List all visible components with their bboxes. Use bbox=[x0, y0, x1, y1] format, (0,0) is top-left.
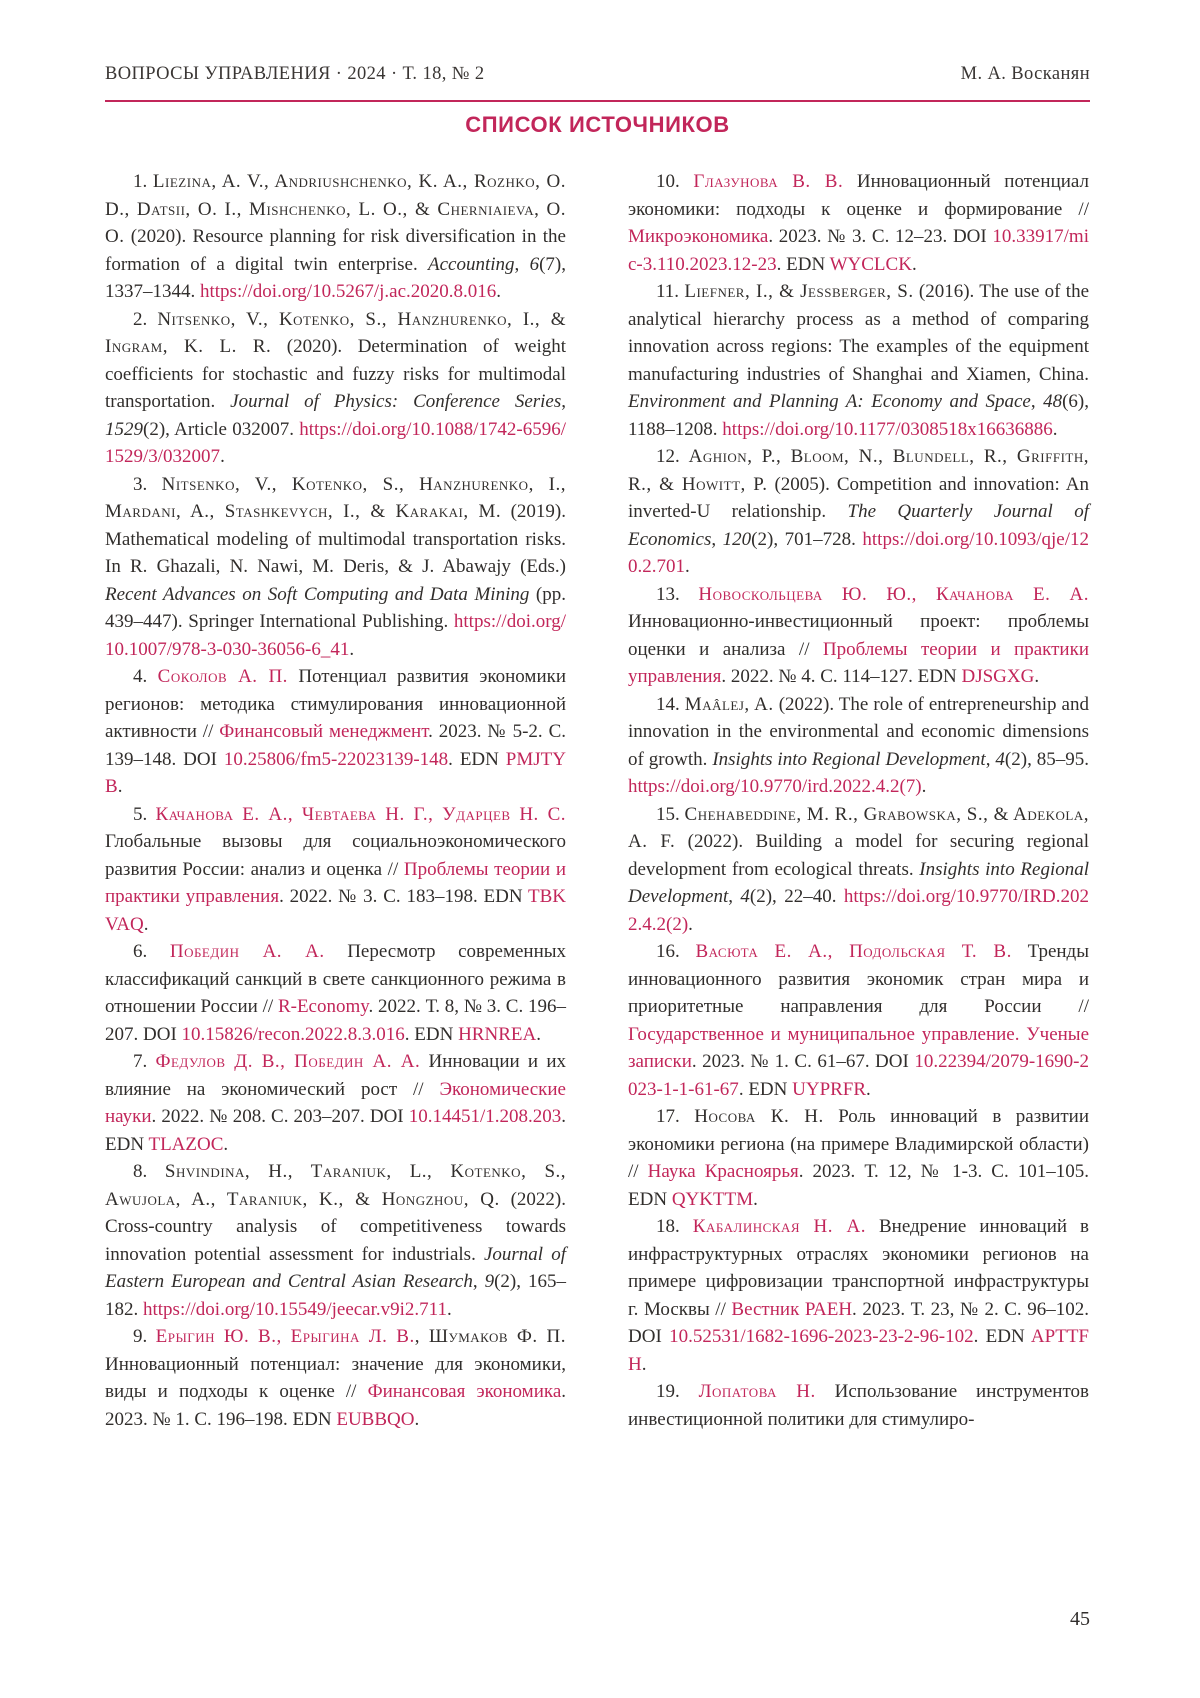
reference-link[interactable]: 10.14451/1.208.203 bbox=[408, 1106, 562, 1127]
reference-link[interactable]: EUBBQO bbox=[336, 1408, 415, 1430]
reference-link[interactable]: https://doi.org/10.1007/978-3-030-36056-6_41 bbox=[105, 611, 566, 660]
reference-link[interactable]: QYKTTM bbox=[671, 1188, 754, 1210]
reference-item bbox=[628, 168, 1089, 278]
journal-title: Recent Advances on Soft Computing and Data Mining bbox=[105, 583, 530, 605]
author-names: Лопатова Н. bbox=[698, 1381, 816, 1402]
reference-item bbox=[105, 168, 566, 306]
reference-item bbox=[628, 691, 1089, 801]
reference-text: . bbox=[688, 913, 693, 935]
reference-item bbox=[105, 1323, 566, 1433]
author-names: Носова К. Н. bbox=[694, 1106, 824, 1127]
author-names: Кабалинская Н. А. bbox=[692, 1216, 866, 1237]
reference-link[interactable]: HRNREA bbox=[458, 1023, 537, 1045]
reference-text: . 2022. № 3. С. 183–198. EDN bbox=[279, 886, 529, 907]
reference-link[interactable]: https://doi.org/10.5267/j.ac.2020.8.016 bbox=[200, 281, 497, 302]
author-names: Liefner, I., & Jessberger, S. bbox=[684, 281, 914, 302]
reference-number: 7. bbox=[133, 1051, 156, 1072]
header-rule bbox=[105, 100, 1090, 102]
author-names: Глазунова В. В. bbox=[693, 171, 844, 192]
journal-title: Journal of Physics: Conference Series bbox=[230, 391, 562, 412]
page-number: 45 bbox=[1070, 1608, 1090, 1630]
reference-link[interactable]: https://doi.org/10.15549/jeecar.v9i2.711 bbox=[143, 1298, 447, 1320]
journal-name: Наука Красноярья bbox=[647, 1161, 799, 1182]
journal-name: Микроэкономика bbox=[628, 226, 769, 247]
reference-link[interactable]: WYCLCK bbox=[829, 253, 912, 275]
reference-text: Внедрение инноваций в инфраструктурных отраслях экономики регионов на примере цифровизации транспортной инфраструктуры г. Москвы // bbox=[628, 1216, 1090, 1320]
reference-item bbox=[105, 306, 566, 471]
reference-text: . EDN bbox=[973, 1326, 1031, 1347]
reference-text: . bbox=[753, 1188, 758, 1210]
author-names: Новоскольцева Ю. Ю., Качанова Е. А. bbox=[698, 583, 1089, 605]
author-names: Соколов А. П. bbox=[157, 666, 288, 687]
reference-item bbox=[105, 1158, 566, 1323]
reference-text: . bbox=[911, 253, 917, 275]
author-names: Shvindina, H., Taraniuk, L., Kotenko, S., Awujola, A., Taraniuk, K., & Hongzhou, Q. bbox=[105, 1161, 567, 1210]
reference-link[interactable]: APTTFH bbox=[628, 1326, 1089, 1375]
reference-number: 1. bbox=[133, 171, 153, 192]
journal-name: Финансовая экономика bbox=[367, 1381, 562, 1402]
reference-item bbox=[628, 938, 1089, 1103]
journal-title: 120 bbox=[722, 528, 752, 550]
page-header bbox=[105, 64, 1090, 85]
reference-text: (2019). Mathematical modeling of multimodal transportation risks. In R. Ghazali, N. Nawi, M. Deris, & J. Abawajy (Eds.) bbox=[105, 501, 566, 577]
author-names: Chehabeddine, M. R., Grabowska, S., & Adekola, A. F. bbox=[628, 803, 1090, 852]
journal-title: 6 bbox=[529, 253, 540, 275]
reference-text: Инновационный потенциал: значение для экономики, виды и подходы к оценке // bbox=[105, 1353, 566, 1402]
reference-text: , bbox=[514, 253, 530, 275]
page-author-name: М. А. Восканян bbox=[960, 64, 1090, 84]
reference-text: . EDN bbox=[738, 1078, 793, 1100]
reference-text: . bbox=[921, 776, 927, 797]
reference-text: Тренды инновационного развития экономик стран мира и приоритетные направления для России // bbox=[628, 941, 1089, 1017]
reference-text: , bbox=[1030, 391, 1044, 412]
reference-link[interactable]: TBKVAQ bbox=[105, 886, 567, 935]
reference-number: 18. bbox=[656, 1216, 693, 1237]
reference-item bbox=[628, 801, 1089, 939]
reference-link[interactable]: https://doi.org/10.1093/qje/120.2.701 bbox=[628, 528, 1090, 577]
reference-text: . bbox=[536, 1023, 541, 1045]
reference-text: . bbox=[685, 556, 690, 577]
reference-text: . bbox=[349, 638, 355, 660]
reference-link[interactable]: PMJTYB bbox=[105, 748, 566, 797]
reference-text: . bbox=[143, 913, 149, 935]
reference-link[interactable]: https://doi.org/10.1088/1742-6596/1529/3/032007 bbox=[105, 418, 566, 467]
reference-link[interactable]: 10.15826/recon.2022.8.3.016 bbox=[181, 1023, 405, 1045]
reference-text: . EDN bbox=[105, 1106, 566, 1155]
references-column-right bbox=[628, 168, 1089, 1433]
reference-text: Пересмотр современных классификаций санкций в свете санкционного режима в отношении России // bbox=[105, 941, 566, 1017]
journal-issue-info: ВОПРОСЫ УПРАВЛЕНИЯ · 2024 · Т. 18, № 2 bbox=[105, 64, 485, 84]
reference-text: Инновации и их влияние на экономический рост // bbox=[105, 1051, 566, 1100]
journal-name: Проблемы теории и практики управления bbox=[628, 638, 1090, 687]
author-names: Aghion, P., Bloom, N., Blundell, R., Griffith, R., & Howitt, P. bbox=[628, 446, 1089, 495]
reference-link[interactable]: 10.25806/fm5-22023139-148 bbox=[223, 748, 449, 770]
journal-name: Экономические науки bbox=[105, 1078, 566, 1127]
reference-text: . bbox=[414, 1408, 420, 1430]
author-names: Maâlej, A. bbox=[684, 693, 774, 715]
reference-text: . bbox=[1052, 418, 1058, 440]
journal-name: R-Economy bbox=[277, 996, 369, 1017]
reference-link[interactable]: 10.52531/1682-1696-2023-23-2-96-102 bbox=[669, 1326, 974, 1347]
journal-name: Проблемы теории и практики управления bbox=[105, 858, 566, 907]
reference-text: . EDN bbox=[448, 748, 506, 770]
reference-number: 13. bbox=[656, 583, 699, 605]
references-column-left bbox=[105, 168, 566, 1433]
reference-item bbox=[628, 443, 1089, 581]
reference-number: 11. bbox=[656, 281, 685, 302]
reference-text: (2020). Determination of weight coefficients for stochastic and fuzzy risks for multimodal transportation. bbox=[105, 336, 566, 412]
reference-text: (2022). The role of entrepreneurship and innovation in the environmental and economic dimensions of growth. bbox=[628, 693, 1089, 770]
reference-text: . bbox=[117, 776, 123, 797]
journal-title: 1529 bbox=[105, 418, 143, 440]
journal-name: Финансовый менеджмент bbox=[219, 721, 429, 742]
reference-number: 2. bbox=[133, 308, 158, 330]
journal-title: Environment and Planning A: Economy and Space bbox=[628, 391, 1031, 412]
section-title: СПИСОК ИСТОЧНИКОВ bbox=[465, 112, 730, 137]
reference-number: 8. bbox=[133, 1161, 165, 1182]
reference-item bbox=[628, 1213, 1089, 1378]
reference-text: , bbox=[711, 528, 723, 550]
reference-text: (2020). Resource planning for risk diversification in the formation of a digital twin enterprise. bbox=[105, 226, 566, 275]
reference-text: Инновационно-инвестиционный проект: проблемы оценки и анализа // bbox=[628, 611, 1089, 660]
reference-link[interactable]: https://doi.org/10.9770/IRD.2022.4.2(2) bbox=[628, 886, 1089, 935]
reference-number: 6. bbox=[133, 941, 170, 962]
reference-text: (2), 22–40. bbox=[749, 886, 844, 907]
journal-title: Insights into Regional Development bbox=[712, 748, 986, 770]
reference-text: Использование инструментов инвестиционной политики для стимулиро- bbox=[628, 1381, 1090, 1430]
reference-text: . EDN bbox=[404, 1023, 459, 1045]
reference-text: (6), 1188–1208. bbox=[628, 391, 1089, 440]
reference-number: 9. bbox=[133, 1326, 156, 1347]
reference-text: . 2023. № 3. С. 12–23. DOI bbox=[768, 226, 993, 247]
reference-text: (2), 165–182. bbox=[105, 1271, 567, 1320]
reference-number: 3. bbox=[133, 473, 162, 495]
reference-item bbox=[628, 1103, 1089, 1213]
author-names: , Шумаков Ф. П. bbox=[414, 1326, 566, 1347]
reference-text: , bbox=[472, 1271, 485, 1292]
journal-title: Accounting bbox=[428, 253, 515, 275]
reference-item bbox=[628, 278, 1089, 443]
reference-text: Потенциал развития экономики регионов: методика стимулирования инновационной активности // bbox=[105, 666, 567, 742]
reference-number: 15. bbox=[656, 803, 685, 825]
author-names: Liezina, A. V., Andriushchenko, K. A., Rozhko, O. D., Datsii, O. I., Mishchenko, L. O., & Cherniaieva, O. O. bbox=[105, 171, 566, 247]
journal-title: The Quarterly Journal of Economics bbox=[628, 501, 1089, 550]
reference-text: . 2022. № 4. С. 114–127. EDN bbox=[721, 666, 962, 687]
journal-title: 4 bbox=[995, 748, 1005, 770]
reference-text: . 2022. № 208. С. 203–207. DOI bbox=[151, 1106, 409, 1127]
reference-text: . bbox=[446, 1298, 452, 1320]
reference-text: . bbox=[1034, 666, 1040, 687]
author-names: Победин А. А. bbox=[169, 941, 325, 962]
reference-link[interactable]: https://doi.org/10.9770/ird.2022.4.2(7) bbox=[628, 776, 922, 797]
journal-name: Вестник РАЕН bbox=[731, 1298, 853, 1320]
author-names: Nitsenko, V., Kotenko, S., Hanzhurenko, I., & Ingram, K. L. R. bbox=[105, 308, 566, 357]
reference-link[interactable]: DJSGXG bbox=[961, 666, 1035, 687]
author-names: Качанова Е. А., Чевтаева Н. Г., Ударцев Н. С. bbox=[155, 803, 566, 825]
reference-text: . 2023. № 5-2. С. 139–148. DOI bbox=[105, 721, 566, 770]
reference-text: (2), 701–728. bbox=[751, 528, 863, 550]
journal-title: Insights into Regional Development bbox=[628, 858, 1089, 907]
journal-name: Государственное и муниципальное управление. Ученые записки bbox=[628, 1023, 1089, 1072]
reference-text: . 2023. Т. 12, № 1-3. С. 101–105. EDN bbox=[628, 1161, 1089, 1210]
reference-item bbox=[628, 581, 1089, 691]
reference-text: Роль инноваций в развитии экономики региона (на примере Владимирской области) // bbox=[628, 1106, 1090, 1182]
author-names: Федулов Д. В., Победин А. А. bbox=[155, 1051, 421, 1072]
reference-number: 5. bbox=[133, 803, 156, 825]
reference-number: 17. bbox=[656, 1106, 695, 1127]
reference-number: 16. bbox=[656, 941, 696, 962]
reference-text: (2), Article 032007. bbox=[143, 418, 300, 440]
reference-item bbox=[105, 801, 566, 939]
reference-text: . 2023. № 1. С. 61–67. DOI bbox=[691, 1051, 915, 1072]
reference-text: Глобальные вызовы для социальноэкономического развития России: анализ и оценка // bbox=[105, 831, 566, 880]
reference-text: . bbox=[223, 1133, 229, 1155]
reference-number: 14. bbox=[656, 693, 685, 715]
reference-number: 10. bbox=[656, 171, 694, 192]
journal-title: 4 bbox=[740, 886, 750, 907]
author-names: Ерыгин Ю. В., Ерыгина Л. В. bbox=[155, 1326, 415, 1347]
author-names: Васюта Е. А., Подольская Т. В. bbox=[695, 941, 1012, 962]
reference-link[interactable]: https://doi.org/10.1177/0308518x16636886 bbox=[722, 418, 1053, 440]
reference-number: 4. bbox=[133, 666, 158, 687]
reference-link[interactable]: 10.33917/mic-3.110.2023.12-23 bbox=[628, 226, 1089, 275]
reference-text: . bbox=[220, 446, 225, 467]
reference-text: . 2023. № 1. С. 196–198. EDN bbox=[105, 1381, 567, 1430]
reference-link[interactable]: 10.22394/2079-1690-2023-1-1-61-67 bbox=[628, 1051, 1089, 1100]
reference-text: (2022). Building a model for securing regional development from ecological threats. bbox=[628, 831, 1089, 880]
author-names: Nitsenko, V., Kotenko, S., Hanzhurenko, I., Mardani, A., Stashkevych, I., & Karakai, M. bbox=[105, 473, 567, 522]
reference-text: (2), 85–95. bbox=[1004, 748, 1090, 770]
reference-text: (7), 1337–1344. bbox=[105, 253, 567, 302]
reference-text: (2022). Cross-country analysis of competitiveness towards innovation potential assessment for industrials. bbox=[105, 1188, 567, 1265]
reference-text: . 2022. Т. 8, № 3. С. 196–207. DOI bbox=[105, 996, 566, 1045]
reference-text: . bbox=[641, 1353, 647, 1375]
journal-title: 48 bbox=[1043, 391, 1063, 412]
reference-text: (2016). The use of the analytical hierarchy process as a method of comparing innovation across regions: The examples of the equipment manufacturing industries of Shanghai and Xiamen, China. bbox=[628, 281, 1090, 385]
reference-text: . bbox=[866, 1078, 871, 1100]
reference-number: 12. bbox=[656, 446, 689, 467]
reference-text: , bbox=[561, 391, 567, 412]
reference-text: . EDN bbox=[776, 253, 830, 275]
reference-text: (pp. 439–447). Springer International Publishing. bbox=[105, 583, 566, 632]
reference-item bbox=[105, 1048, 566, 1158]
reference-number: 19. bbox=[656, 1381, 699, 1402]
journal-title: Journal of Eastern European and Central Asian Research bbox=[105, 1243, 566, 1292]
reference-text: , bbox=[728, 886, 741, 907]
reference-link[interactable]: UYPRFR bbox=[792, 1078, 867, 1100]
reference-item bbox=[105, 471, 566, 664]
reference-link[interactable]: TLAZOC bbox=[148, 1133, 224, 1155]
reference-text: . 2023. Т. 23, № 2. С. 96–102. DOI bbox=[628, 1298, 1089, 1347]
reference-text: . bbox=[496, 281, 502, 302]
reference-item bbox=[105, 938, 566, 1048]
references-columns bbox=[105, 168, 1089, 1433]
reference-text: (2005). Competition and innovation: An inverted-U relationship. bbox=[628, 473, 1089, 522]
reference-text: , bbox=[985, 748, 996, 770]
reference-text: Инновационный потенциал экономики: подходы к оценке и формирование // bbox=[628, 171, 1090, 220]
reference-item bbox=[105, 663, 566, 801]
reference-item bbox=[628, 1378, 1089, 1433]
journal-title: 9 bbox=[484, 1271, 495, 1292]
